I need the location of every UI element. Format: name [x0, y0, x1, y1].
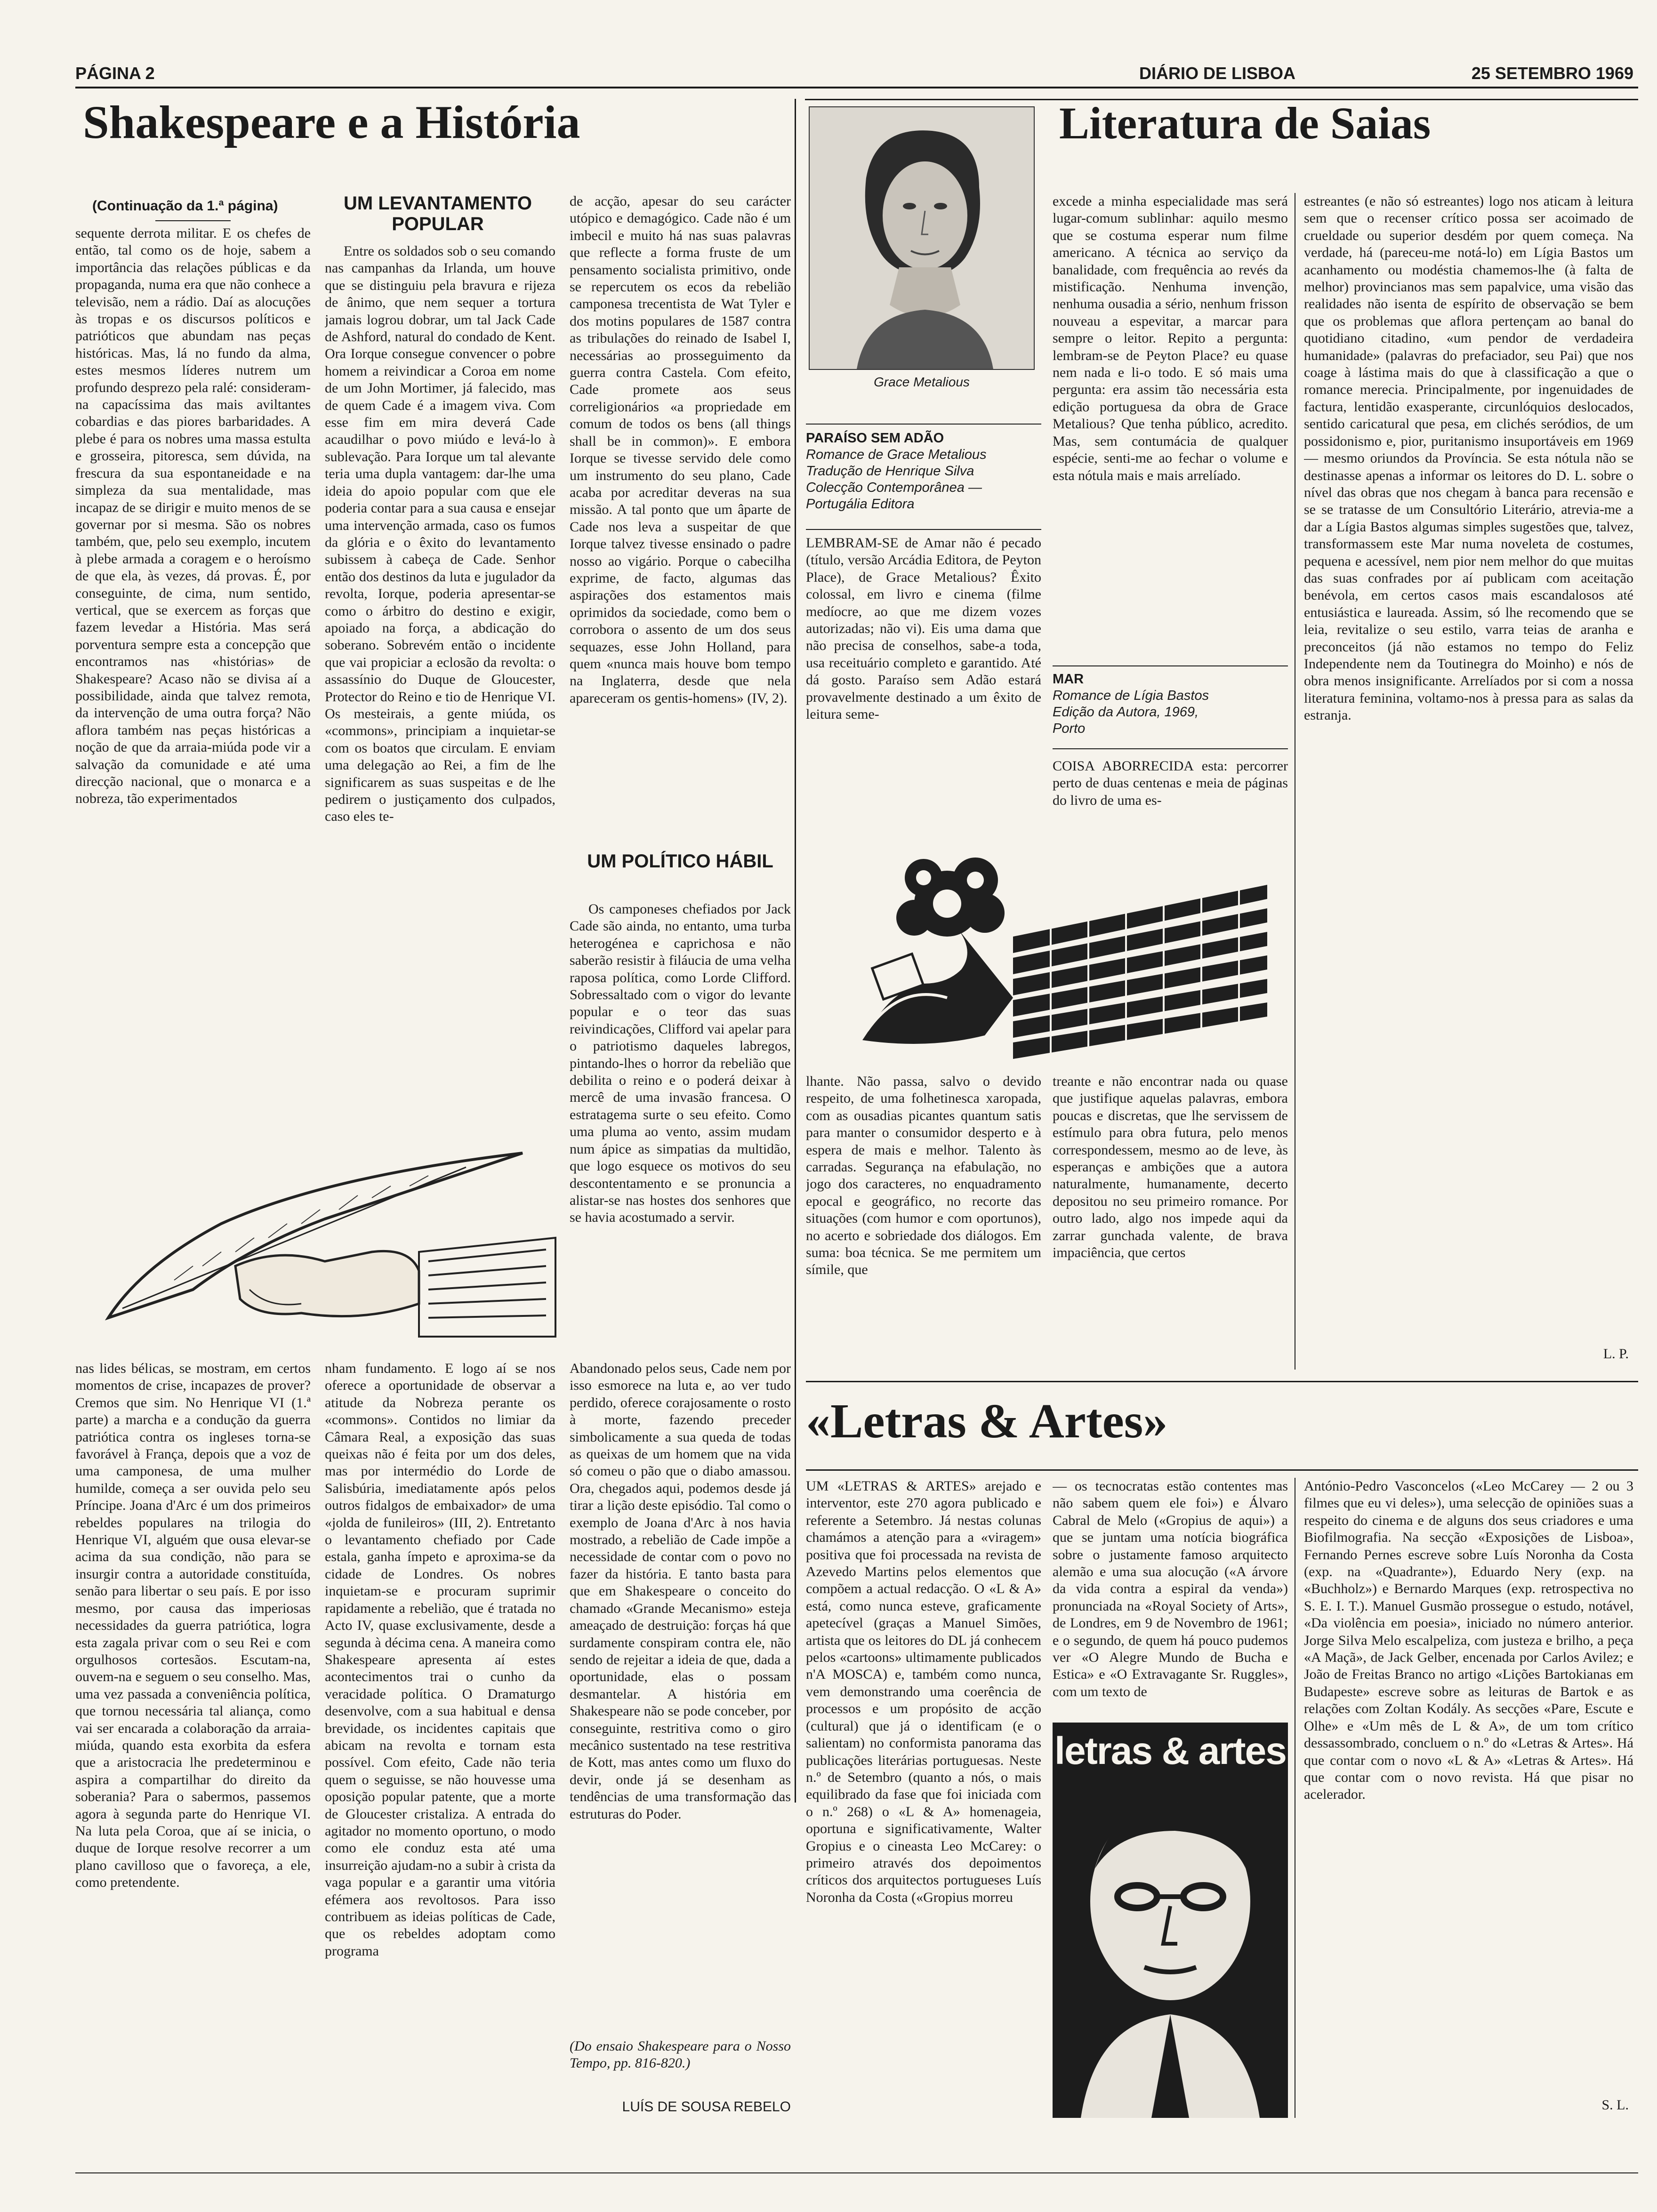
- continuation-note: (Continuação da 1.ª página): [92, 198, 278, 214]
- book1-info: [806, 430, 1041, 524]
- section-divider: [795, 99, 796, 1803]
- literatura-col2b: COISA ABORRECIDA esta: percorrer perto de duas centenas e meia de páginas do livro de uma es-: [1053, 758, 1288, 808]
- book1-line: Portugália Editora: [806, 497, 915, 512]
- quill-hand-illustration: [80, 1148, 565, 1351]
- literatura-col2: excede a minha especialidade mas será lugar-comum sublinhar: aquilo mesmo que se costuma esperar num filme americano. A técnica ao serviço da banalidade, com frequência ao revés da mistificação. Nenhuma invenção, nenhuma ousadia a sério, nenhum frisson nouveau a espevitar, a marcar para sempre o leitor. Repito a pergunta: lembram-se de Peyton Place? eu quase nem nada e li-o todo. E só mais uma pergunta: era assim tão necessária esta edição portuguesa da obra de Grace Metalious? Que tenha público, acredito. Mas, sem contumácia de qualquer espécie, senti-me ao fechar o volume e esta nótula mais e mais arrelíado.: [1053, 193, 1288, 483]
- page-bottom-rule: [75, 2172, 1638, 2173]
- shakespeare-col2: Entre os soldados sob o seu comando nas campanhas da Irlanda, um houve que se distinguiu pela bravura e rijeza de ânimo, que nem sequer a tortura jamais logrou dobrar, um tal Jack Cade de Ashford, natural do condado de Kent. Ora Iorque consegue convencer o pobre homem a reivindicar a Coroa em nome de um John Mortimer, já falecido, mas de quem Cade é a imagem viva. Com esse fim em mira deverá Cade acaudilhar o povo miúdo e levá-lo à sublevação. Para Iorque um tal alevante teria uma dupla vantagem: dar-lhe uma ideia do apoio popular com que ele poderia contar para a sua causa e ensejar uma intervenção armada, caso os fumos da glória e o êxito do levantamento subissem à cabeça de Cade. Senhor então dos destinos da luta e jugulador da revolta, Iorque, poderia apresentar-se como o árbitro do destino e exigir, apoiado na força, a abdicação do soberano. Sobrevém então o incidente que vai propiciar a eclosão da revolta: o assassínio do Duque de Gloucester, Protector do Reino e tio de Henrique VI. Os mesteirais, a gente miúda, os «commons», principiam a inquietar-se com os boatos que circulam. E enviam uma delegação ao Rei, a fim de lhe significarem as suas suspeitas e de lhe pedirem o justiçamento dos culpados, caso eles te-: [325, 243, 555, 825]
- letras-signature: S. L.: [1601, 2097, 1629, 2113]
- author-photo: [809, 106, 1035, 370]
- book2-top-rule: [1053, 665, 1288, 666]
- literatura-signature: L. P.: [1603, 1346, 1629, 1362]
- shakespeare-author: LUÍS DE SOUSA REBELO: [622, 2099, 791, 2115]
- subhead-levantamento: UM LEVANTAMENTO POPULAR: [344, 193, 532, 234]
- newspaper-name: DIÁRIO DE LISBOA: [1139, 64, 1296, 83]
- letras-col2: — os tecnocratas estão contentes mas não sabem quem ele foi») e Álvaro Cabral de Melo («Gropius de aqui») a que se juntam uma notícia biográfica sobre o justamente famoso arquitecto alemão e uma sua alocução («A árvore da vida contra a espiral da venda») pronunciada na «Royal Society of Arts», de Londres, em 9 de Novembro de 1961; e o segundo, de quem há pouco pudemos ver «O Alegre Mundo de Bucha e Estica» e «O Extravagante Sr. Ruggles», com um texto de: [1053, 1478, 1288, 1699]
- magazine-cover: [1053, 1723, 1288, 2118]
- book2-info: [1053, 671, 1288, 742]
- shakespeare-col1b: nas lides bélicas, se mostram, em certos momentos de crise, incapazes de prover? Cremos que sim. No Henrique VI (1.ª parte) a marcha e a condução da guerra patriótica contra os ingleses torna-se favorável à França, depois que a voz de uma camponesa, de uma mulher humilde, começa a ser ouvida pelo seu Príncipe. Joana d'Arc é um dos primeiros rebeldes populares na trilogia do Henrique VI, alguém que ousa elevar-se acima da sua condição, não para se insurgir contra a autoridade constituída, senão para libertar o seu país. E por isso mesmo, por causa das imperiosas necessidades da guerra patriótica, logra esta zagala privar com o seu Rei e com orgulhosos cortesãos. Escutam-na, ouvem-na e seguem o seu conselho. Mas, uma vez passada a conveniência política, que tornou necessária tal aliança, como vai ser encarada a colaboração da arraia-miúda, quando esta exorbita da esfera que a aristocracia lhe predeterminou e aspira a compartilhar do direito da soberania? Para o sabermos, passemos agora à segunda parte do Henrique VI. Na luta pela Coroa, que aí se inicia, o duque de Iorque resolve recorrer a um plano cavilloso que o favoreça, a ele, como pretendente.: [75, 1361, 311, 1891]
- woman-reading-illustration: [806, 842, 1277, 1068]
- woman-reading-icon: [806, 842, 1277, 1068]
- shakespeare-col2b: nham fundamento. E logo aí se nos oferece a oportunidade de observar a atitude da Nobreza perante os «commons». Contidos no limiar da Câmara Real, a exposição das suas queixas não é feita por um dos deles, mas por intermédio do Lorde de Salisbúria, imediatamente após pelos outros fidalgos de embaixador» de uma «jolda de funileiros» (III, 2). Entretanto o levantamento chefiado por Cade estala, ganha ímpeto e aproxima-se da cidade de Londres. Os nobres inquietam-se e procuram suprimir rapidamente a rebelião, que é tratada no Acto IV, quase exclusivamente, desde a segunda à décima cena. A maneira como Shakespeare apresenta aí estes acontecimentos trai o cunho da veracidade política. O Dramaturgo desenvolve, com a sua habitual e densa brevidade, os incidentes capitais que abicam na revolta e tornam esta possível. Com efeito, Cade não teria quem o seguisse, se não houvesse uma oposição popular patente, que a morte de Gloucester cristaliza. A entrada do agitador no momento oportuno, o modo como ele conduz esta até uma insurreição ajudam-no a subir à crista da vaga popular e a garantir uma vitória efémera aos revoltosos. Para isso contribuem as ideias políticas de Cade, que os rebeldes adoptam como programa: [325, 1361, 555, 1959]
- continuation-rule: [155, 220, 231, 221]
- book1-line: Romance de Grace Metalious: [806, 447, 987, 462]
- page-number: PÁGINA 2: [75, 64, 155, 83]
- letras-col1: UM «LETRAS & ARTES» arejado e interventor, este 270 agora publicado e referente a Setembro. Já nestas colunas chamámos a atenção para a «viragem» positiva que foi processada na revista de Azevedo Martins pelos elementos que compõem a actual redacção. O «L & A» está, como nunca esteve, graficamente apetecível (graças a Manuel Simões, artista que os leitores do DL já conhecem pelos «cartoons» ultimamente publicados n'A MOSCA) e, também como nunca, vem demonstrando uma coerência de processos e um propósito de acção (cultural) que já o identificam (e o salientam) no conformista panorama das publicações literárias portuguesas. Neste n.º de Setembro (quanto a nós, o mais equilibrado da fase que foi iniciada com o n.º 268) o «L & A» homenageia, oportuna e significativamente, Walter Gropius e o cineasta Leo McCarey: o primeiro através dos depoimentos críticos dos arquitectos portugueses Luís Noronha da Costa («Gropius morreu: [806, 1478, 1041, 1905]
- issue-date: 25 SETEMBRO 1969: [1471, 64, 1633, 83]
- literatura-p1: LEMBRAM-SE de Amar não é pecado (título, versão Arcádia Editora, de Peyton Place), de Grace Metalious? Êxito colossal, em livro e cinema (filme medíocre, ao que me dizem vozes autorizadas; não vi). Eis uma dama que não precisa de conselhos, sabe-a toda, usa receituário completo e garantido. Até dá gosto. Paraíso sem Adão estará provavelmente destinado a um êxito de leitura seme-: [806, 535, 1041, 722]
- book1-line: Tradução de Henrique Silva: [806, 464, 974, 479]
- subhead-politico: UM POLÍTICO HÁBIL: [587, 851, 773, 872]
- gropius-portrait-icon: [1053, 1779, 1288, 2118]
- photo-caption: Grace Metalious: [874, 375, 970, 389]
- book2-line: Porto: [1053, 721, 1086, 736]
- literatura-bottom2: treante e não encontrar nada ou quase que justifique aquelas palavras, embora poucas e discretas, que lhe servissem de estímulo para obra futura, pelo menos correspondessem, mesmo ao de leve, às esperanças e ambições que a autora naturalmente, humanamente, decerto depositou no seu primeiro romance. Por outro lado, algo nos impede aqui da zarrar gunchada valente, de brava impaciência, que certos: [1053, 1074, 1288, 1261]
- letras-headline-rule: [806, 1469, 1638, 1471]
- book1-rule: [806, 529, 1041, 530]
- shakespeare-col3: de acção, apesar do seu carácter utópico e demagógico. Cade não é um imbecil e muito há nas suas palavras que reflecte a forma fruste de um pensamento socialista primitivo, onde se repercutem os ecos da rebelião camponesa trecentista de Wat Tyler e dos motins populares de 1587 contra as tribulações do reinado de Isabel I, necessárias ao prosseguimento da guerra contra Castela. Com efeito, Cade promete aos seus correligionários «a propriedade em comum de todos os bens (all things shall be in common)». E embora Iorque se tivesse servido dele como um instrumento do seu plano, Cade acaba por acreditar deveras na sua missão. A tal ponto que um âparte de Cade nos leva a suspeitar de que Iorque talvez tivesse ensinado o padre nosso ao vigário. Porque o cabecilha exprime, de facto, algumas das aspirações dos estamentos mais oprimidos da sociedade, como bem o corrobora o assento de um dos seus sequazes, esse John Holland, para quem «nunca mais houve bom tempo na Inglaterra, desde que nela apareceram os gentis-homens» (IV, 2).: [570, 193, 791, 706]
- letras-col3: António-Pedro Vasconcelos («Leo McCarey — 2 ou 3 filmes que eu vi deles»), uma selecção de opiniões suas a respeito do cinema e de alguns dos seus criadores e uma Biofilmografia. Na secção «Exposições de Lisboa», Fernando Pernes escreve sobre Luís Noronha da Costa (exp. na «Quadrante»), Eduardo Nery (exp. na «Buchholz») e Bernardo Marques (exp. retrospectiva no S. E. I. T.). Manuel Gusmão prossegue o estudo, notável, «Da violência em poesia», iniciado no número anterior. Jorge Silva Melo escalpeliza, com justeza e brilho, a peça «A Maçã», de Jack Gelber, encenada por Carlos Avilez; e João de Freitas Branco no artigo «Lições Bartokianas em Budapeste» escreve sobre as leituras de Bartok e as relações com Zoltan Kodály. As secções «Pare, Escute e Olhe» e «Um mês de L & A», de um tom crítico dessassombrado, concluem o n.º do «Letras & Artes». Há que contar com o novo «L & A» «Letras & Artes». Há que contar com o novo revista. Há que pisar no acelerador.: [1304, 1478, 1633, 1803]
- magazine-masthead: letras & artes: [1054, 1730, 1286, 1772]
- letras-headline: «Letras & Artes»: [806, 1397, 1168, 1448]
- book2-title: MAR: [1053, 672, 1084, 687]
- portrait-image: [810, 107, 1034, 369]
- photo-rule: [806, 424, 1041, 425]
- letras-top-rule: [806, 1381, 1638, 1382]
- shakespeare-headline: Shakespeare e a História: [83, 99, 580, 148]
- book2-line: Edição da Autora, 1969,: [1053, 705, 1199, 720]
- essay-source: (Do ensaio Shakespeare para o Nosso Tempo, pp. 816-820.): [570, 2038, 791, 2071]
- shakespeare-col3b: Os camponeses chefiados por Jack Cade são ainda, no entanto, uma turba heterogénea e caprichosa e não saberão resistir à filáucia de uma velha raposa política, como Lorde Clifford. Sobressaltado com o vigor do levante popular e o teor das suas reivindicações, Clifford vai apelar para o patriotismo daqueles labregos, pintando-lhes o horror da rebelião que debilita o reino e o poderá deixar à mercê de uma invasão francesa. O estratagema surte o seu efeito. Como uma pluma ao vento, assim mudam num ápice as simpatias da multidão, que logo esquece os motivos do seu descontentamento e se pronuncia a alistar-se nas hostes dos senhores que se havia acostumado a servir.: [570, 901, 791, 1226]
- shakespeare-col1: sequente derrota militar. E os chefes de então, tal como os de hoje, sabem a importância das relações públicas e da propaganda, numa era que não conhece a televisão, nem a rádio. Daí as alocuções às tropas e os discursos políticos e patrióticos que abundam nas peças históricas. Mas, lá no fundo da alma, estes mesmos líderes nutrem um profundo desprezo pela ralé: consideram-na capacíssima das mais aviltantes cobardias e das piores barbaridades. A plebe é para os nobres uma massa estulta e grosseira, pitoresca, sem dúvida, na frescura da sua espontaneidade e na simpleza da sua mentalidade, mas incapaz de se dirigir e muito menos de se governar por si mesma. São os nobres também, que, pelo seu exemplo, incutem à plebe armada a coragem e o heroísmo de que ela, às vezes, dá provas. É, por conseguinte, de cima, num sentido, vertical, que se exercem as forças que fazem levedar a História. Mas será porventura sempre esta a concepção que encontramos nas «histórias» de Shakespeare? Acaso não se divisa aí a possibilidade, ainda que talvez remota, da intervenção de uma outra força? Não aflora também nas peças históricas a noção de que da arraia-miúda pode vir a salvação da comunidade e até uma direcção nacional, que o monarca e a nobreza, tão experimentados: [75, 225, 311, 807]
- literatura-headline: Literatura de Saias: [1059, 101, 1431, 148]
- book2-bottom-rule: [1053, 748, 1288, 749]
- book1-title: PARAÍSO SEM ADÃO: [806, 431, 944, 446]
- shakespeare-col3c: Abandonado pelos seus, Cade nem por isso esmorece na luta e, ao ver tudo perdido, oferece corajosamente o rosto à morte, fazendo preceder simbolicamente a sua queda de todas as queixas de um homem que na vida só comeu o pão que o diabo amassou. Ora, chegados aqui, podemos desde já tirar a lição deste episódio. Tal como o exemplo de Joana d'Arc à nos havia mostrado, a rebelião de Cade impõe a necessidade de contar com o povo no fazer da história. E tanto basta para que em Shakespeare o conceito do chamado «Grande Mecanismo» esteja ameaçado de destruição: forças há que surdamente conspiram contra ele, não sendo de rejeitar a ideia de que, dada a oportunidade, elas o possam desmantelar. A história em Shakespeare não se pode conceber, por conseguinte, restritiva como o giro mecânico sustentado na tese restritiva de Kott, mas antes como um fluxo do devir, onde já se desenham as tendências de uma transformação das estruturas do Poder.: [570, 1361, 791, 1822]
- literatura-top-rule: [805, 99, 1638, 100]
- book1-line: Colecção Contemporânea —: [806, 480, 982, 495]
- book2-line: Romance de Lígia Bastos: [1053, 688, 1209, 703]
- header-rule: [75, 87, 1638, 88]
- literatura-col3: estreantes (e não só estreantes) logo nos aticam à leitura sem que o recenser crítico possa ser acoimado de crueldade ou superior desdém por quem começa. Na verdade, há (pareceu-me notá-lo) em Lígia Bastos um acanhamento ou modéstia chamemos-lhe (à falta de melhor) provincianos mas sem papalvice, uma visão das realidades não isenta de espírito de observação se bem que os problemas que aflora pertençam ao banal do quotidiano citadino, «um pendor de verdadeira humanidade» (palavras do prefaciador, seu Pai) que nos coage à lástima mais do que à classificação a que o romance merecia. Principalmente, por ingenuidades de factura, lentidão exasperante, circunlóquios deslocados, sentido caricatural que pesa, em clichés seródios, de um possidonismo e, pior, puritanismo insuportáveis em 1969 — mesmo oriundos da Província. Se esta nótula não se destinasse apenas a informar os leitores do D. L. sobre o nível das obras que nos chegam à banca para recensão e se se tratasse de um Consultório Literário, atrevia-me a dar a Lígia Bastos algumas simples sugestões que, talvez, transformassem este Mar numa noveleta de costumes, pequena e acessível, nem pior nem melhor do que muitas das suas confrades por aí publicam com aceitação benévola, em certos casos mais escandalosos até entusiástica e laureada. Assim, só lhe recomendo que se leia, revitalize o seu estilo, varra teias de aranha e preconceitos (já não estamos no tempo do Feliz Independente nem da Toutinegra do Moinho) e nós de obra menos insignificante. Arrelíados por si com a nossa literatura feminina, voltamo-nos à pressa para as salas da estranja.: [1304, 193, 1633, 723]
- quill-hand-icon: [80, 1148, 565, 1351]
- literatura-bottom1: lhante. Não passa, salvo o devido respeito, de uma folhetinesca xaropada, com as ousadias picantes quantum satis para manter o consumidor desperto e à espera de mais e melhor. Talento às carradas. Segurança na efabulação, no jogo dos caracteres, no enquadramento epocal e geográfico, no recorte das situações (com humor e com oportunos), no acerto e sobriedade dos diálogos. Em suma: boa técnica. Se me permitem um símile, que: [806, 1074, 1041, 1278]
